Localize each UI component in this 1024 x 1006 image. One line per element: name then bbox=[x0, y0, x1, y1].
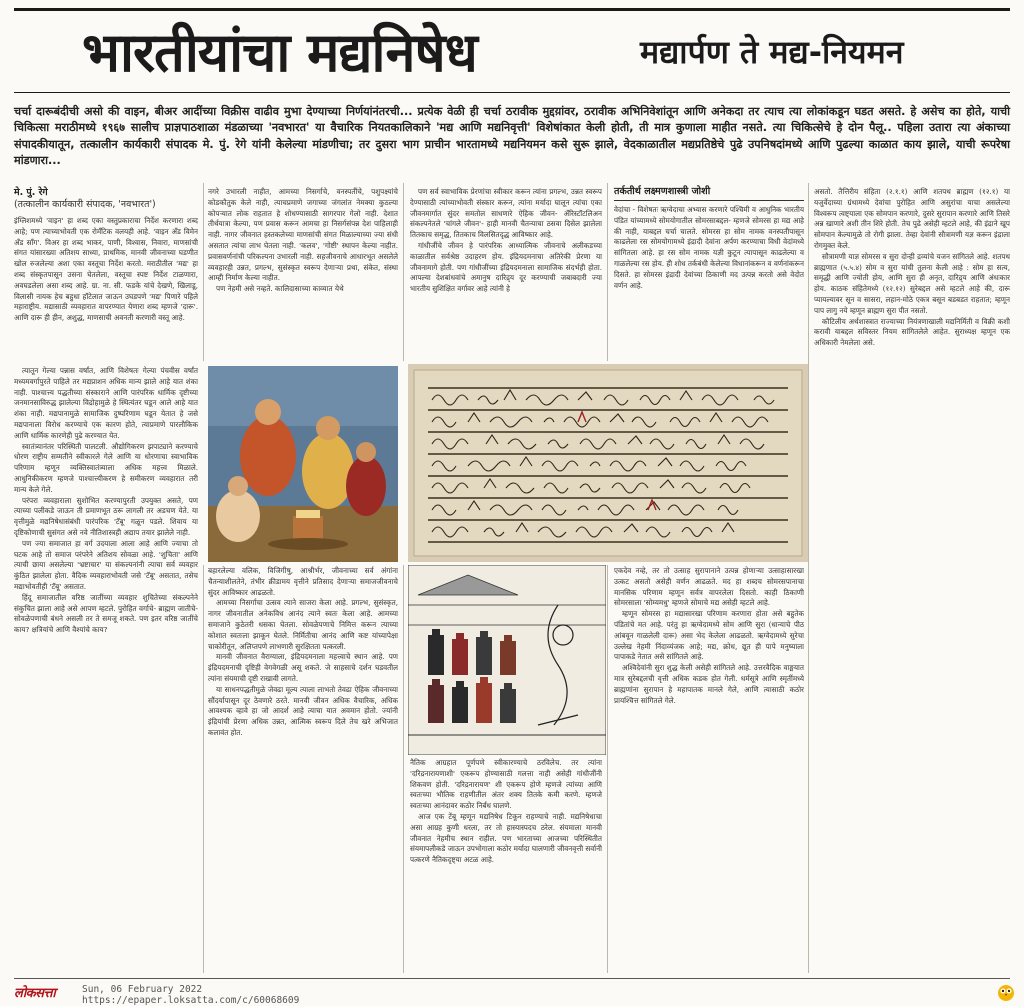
top-rule bbox=[14, 8, 1010, 11]
article-column-1-continued bbox=[14, 366, 198, 973]
paragraph: परंपरा व्यवहाराला सुशोभित करण्यापुरती उपयुक्त असते, पण त्याच्या पलीकडे जाऊन ती प्रमाणभूत ठरू लागली तर अडचण येते. या वृत्तीमुळे मद्यनिषेधासंबंधी पारंपरिक 'टॅबू' गळून पडले. शिवाय या दृष्टिकोणाची सुसंगत असे नवे नीतिशास्त्रही अद्याप तयार झालेले नाही. bbox=[14, 495, 198, 537]
byline-author-1: मे. पुं. रेगे bbox=[14, 187, 48, 198]
intro-paragraph: चर्चा दारूबंदीची असो की वाइन, बीअर आदींच्या विक्रीस वाढीव मुभा देण्याच्या निर्णयांनंतरची... प्रत्येक वेळी ही चर्चा ठरावीक मुद्दय़ांवर, ठरावीक अभिनिवेशांतून आणि अनेकदा तर त्याच त्या लोकांकडून घडत असते. हे असेच का होते, याची चिकित्सा मराठीमध्ये १९६७ सालीच प्राज्ञपाठशाळा मंडळाच्या 'नवभारत' या वैचारिक नियतकालिकाने 'मद्य आणि मद्यनिवृत्ती' विशेषांकात केली होती, ती मात्र कुणाला माहीत नसते. त्या चिकित्सेचे हे दोन पैलू.. पहिला उतारा त्या अंकाच्या संपादकीयातून, तत्कालीन कार्यकारी संपादक मे. पुं. रेगे यांनी केलेल्या मांडणीचा; तर दुसरा भाग प्राचीन भारतामध्ये मद्यनियमन कसे सुरू झाले, वेदकाळातील मद्यप्रतिष्ठेचे पुढे उपनिषदांमध्ये आणि पुढल्या काळात काय झाले, याची रूपरेषा मांडणारा... bbox=[14, 105, 1010, 167]
painting-illustration bbox=[208, 366, 398, 562]
paragraph: पण नेहमी असे नव्हते. कालिदासाच्या काव्यात येथे bbox=[216, 284, 344, 294]
subheadline: मद्यार्पण ते मद्य-नियमन bbox=[640, 33, 904, 71]
paragraph: बहारलेल्या वलिक, विजिगीषु, आश्रीर्भर, जीवनाच्या सर्व अंगांना चैतन्याशीलतेने, तंभीर क्रीडामय वृत्तीने प्रतिसाद देणाऱ्या समाजजीवनाचे सुंदर आविष्कार आढळतो. bbox=[208, 566, 398, 597]
column-separator bbox=[808, 183, 809, 973]
article-column-4-continued bbox=[614, 566, 804, 973]
article-column-5 bbox=[814, 187, 1010, 973]
headline-rule bbox=[14, 92, 1010, 93]
paragraph: एकदेव नव्हे, तर तो उत्साह सुरापानाने उत्पन्न होणाऱ्या उत्साहासारखा उत्कट असतो असेही वर्णन आढळते. मद हा शब्दच सोमरसपानाचा मानसिक परिणाम म्हणून सर्वत्र वापरलेला दिसतो. काही ठिकाणी सोमरसाला 'सोम्यमधु' म्हणजे सोमाचे मद्य असेही म्हटले आहे. bbox=[614, 566, 804, 608]
article-column-2 bbox=[208, 187, 398, 362]
article-column-1 bbox=[14, 216, 198, 362]
woodcut-illustration bbox=[408, 565, 606, 755]
paragraph: या साधनपद्धतीमुळे जेवढा मूल्य त्याला लाभतो तेवढा ऐहिक जीवनाच्या सौंदर्यापासून दूर ठेवणारे ठरते. मानवी जीवन अधिक वैचारिक, अधिक आवश्यक व्हावे हा जो आदर्श आहे त्याचा यात अवमान होतो. ज्यांनी इंद्रियांची प्रेरणा अधिक उन्नत, आत्मिक स्वरूप दिले तेच खरे अभिजात कलावंत होत. bbox=[208, 684, 398, 737]
paragraph: मानवी जीवनात वैराग्याला, इंद्रियदमनाला महत्त्वाचे स्थान आहे. पण इंद्रियदमनाची दृष्टिही वेगवेगळी असू शकते. जे साहसाचे दर्शन घडवतील त्यांना संयमाची दृष्टी राखावी लागते. bbox=[208, 652, 398, 683]
epaper-url-link[interactable]: https://epaper.loksatta.com/c/60068609 bbox=[82, 995, 300, 1006]
paragraph: असतो. तैत्तिरीय संहिता (२.१.१) आणि शतपथ ब्राह्मण (१२.१) या यजुर्वेदाच्या ग्रंथामध्ये देवांचा पुरोहित आणि असुरांचा याचा असलेल्या विश्वरूप त्वष्ट्याला एक सोमपान करणारे, दुसरे सुरापान करणारे आणि तिसरे अन्न खाणारे अशी तीन शिरे होती. तेच पुढे असेही म्हटले आहे, की इंद्राने खूप सोमपान केल्यामुळे तो रोगी झाला. तेव्हा देवांनी सौत्रामणी यज्ञ करून इंद्राला रोगमुक्त केले. bbox=[814, 187, 1010, 250]
publication-date: Sun, 06 February 2022 bbox=[82, 984, 203, 995]
byline-author-1-role: (तत्कालीन कार्यकारी संपादक, 'नवभारत') bbox=[14, 199, 156, 210]
painting-image bbox=[208, 366, 398, 562]
article-column-2-continued bbox=[208, 566, 398, 973]
paragraph: आज एक टेंबू म्हणून मद्यनिषेध टिकून राहण्याचे नाही. मद्यनिषेधाचा असा आग्रह कुणी धरला, तर तो हास्यास्पदच ठरेल. संयमाला मानवी जीवनात नेहमीच स्थान राहील. पण भारताच्या आजच्या परिस्थितीत संयमापलीकडे जाऊन उपभोगाला कठोर मर्यादा घालणारी जीवनवृत्ती सर्वानी पत्करणे नैतिकदृष्ट्या अटळ आहे. bbox=[410, 811, 602, 865]
column-separator bbox=[403, 183, 404, 361]
footer-rule bbox=[14, 978, 1010, 979]
paragraph: त्यातून गेल्या पन्नास वर्षांत, आणि विशेषतः गेल्या पंचवीस वर्षांत मध्यमवर्गापुरते पाहिले तर मद्यप्राशन अधिक मान्य झाले आहे यात शंका नाही. पाश्चात्त्य पद्धतीच्या संस्काराने आणि पारंपरिक धार्मिक दृष्टीच्या जनमानसाविरुद्ध झालेल्या विद्रोहामुळे हे स्थित्यंतर घडून आले आहे यात शंका नाही. मद्यपानामुळे सामाजिक दुष्परिणाम घडून येतात हे जसे मद्यपानाला विरोध करण्याचे एक कारण होते, त्याप्रमाणे पारलौकिक आणि धार्मिक कारणेही पुढे करण्यात येत. bbox=[14, 366, 198, 440]
manuscript-illustration bbox=[408, 364, 808, 562]
paragraph: सौत्रामणी याज्ञ सोमरस व सुरा दोन्ही द्रव्यांचे यजन सांगितले आहे. शतपथ ब्राह्मणात (५.५.४) सोम व सुरा यांची तुलना केली आहे : सोम हा सत्य, समृद्धी आणि ज्योती होय, आणि सुरा ही अनृत, दारिद्र्य आणि अंधःकार होय. काठक संहितेमध्ये (१२.१२) सुरेबद्दल असे म्हटले आहे की, दारू प्यायल्यावर सून व सासरा, लहान-मोठे एकत्र बसून बडबडत राहतात; म्हणून पाप लागु नये म्हणून ब्राह्मण सुरा पीत नसतो. bbox=[814, 251, 1010, 315]
article-column-4 bbox=[614, 205, 804, 362]
article-column-3-continued bbox=[410, 758, 602, 973]
paragraph: म्हणून सोमरस हा मद्यासारखा परिणाम करणारा होता असे बहुतेक पंडितांचे मत आहे. परंतु हा ऋग्वेदामध्ये सोम आणि सुरा (धान्याचे पीठ आंबवून गाळलेली दारू) असा भेद केलेला आढळतो. ऋग्वेदामध्ये सुरेचा उल्लेख नेहमी निंदाव्यंजक आहे; मद्य, क्रोध, द्यूत ही पापे मनुष्याला पापाकडे नेतात असे सांगितले आहे. bbox=[614, 609, 804, 662]
paragraph: हिंदू समाजातील वरिष्ठ जातींच्या व्यवहार शुचितेच्या संकल्पनेने संकुचित झाला आहे असे आपण म्हटले. पुरोहित वर्गाचे- ब्राह्मण जातीचे- सोवळेपणाची बंधने असली तर ते समजू शकते. पण इतर वरिष्ठ जातींचे काय? क्षत्रियांचे आणि वैश्यांचे काय? bbox=[14, 592, 198, 635]
column-separator bbox=[607, 565, 608, 973]
newspaper-logo[interactable]: लोकसत्ता bbox=[14, 986, 56, 1001]
paragraph: वेदांचा - विशेषतः ऋग्वेदाचा अभ्यास करणारे पश्चिमी व आधुनिक भारतीय पंडित यांच्यामध्ये सोमयोगातील सोमरसाबद्दल- म्हणजे सोमरस हा मद्य आहे की नाही, याबद्दल चर्चा चालते. सोमरस हा सोम नामक वनस्पतीपासून काढलेला रस सोमयोगामध्ये इंद्रादी देवांना अर्पण करण्याचा विधी वेदांमध्ये सांगितला आहे. हा रस सोम नामक यज्ञी कुटून त्यापासून काढलेल्या व गाळलेल्या रस होय. ही शोध तर्कबंधी केलेल्या विधानांकरून व वर्णनांकरून दिसते. हा सोमरस इंद्रादी देवांच्या ठिकाणी मद उत्पन्न करतो असे वेदोत वर्णन आहे. bbox=[614, 205, 804, 290]
paragraph: नगरे उभारली नाहीत, आमच्या निसर्गाचे, वनस्पतींचे, पशुपक्ष्यांचे कोडकौतुक केले नाही, त्याचप्रमाणे जगाच्या जंगलांत नेमक्या कुठल्या कोपऱ्यात लोक राहतात हे शोधण्यासाठी सागरपार गेलो नाही. देशात तीर्थयात्रा केल्या, पण प्रवास करून आमचा हा निसर्गसंपन्न देश पाहिलाही नाही. नागर जीवनात हस्तकलेच्या माणसांची संगत मिळाल्याच्या ज्या संधी असतात त्यांचा लाभ घेतला नाही. 'कलव', 'गोष्टी' स्थापन केल्या नाहीत. प्रवासवर्णनांची परिकल्पना उभारली नाही. सहजीवनाचे आधारभूत असलेले व्यवहारही उन्नत, प्रगल्भ, सुसंस्कृत स्वरूप देणाऱ्या प्रथा, संकेत, संस्था आम्ही निर्माण केल्या नाहीत. bbox=[208, 187, 398, 283]
paragraph: कौटिलीय अर्थशास्त्रात राज्याच्या नियंत्रणाखाली मद्यनिर्मिती व विक्री कशी करावी याबद्दल सविस्तर नियम सांगितलेले आहेत. सुराध्यक्ष म्हणून एक अधिकारी नेमलेला असे. bbox=[814, 316, 1010, 348]
headline: भारतीयांचा मद्यनिषेध bbox=[82, 21, 477, 84]
paragraph: पण सर्व स्वाभाविक प्रेरणांचा स्वीकार करून त्यांना प्रगल्भ, उन्नत स्वरूप देण्यासाठी त्यांच्याभोवती संस्कार करून, त्यांना मर्यादा घालून त्यांचा एका जीवनमार्गात सुंदर समतोल साधणारे ऐहिक जीवन- ॲरिस्टॉटलिअन संकल्पनेतले 'चांगले जीवन'- हाही मानवी चैतन्याचा ठसवा दिसेल झालेला तितकाच समृद्ध, तितकाच विलसितदृद्ध आविष्कार आहे. bbox=[410, 187, 602, 240]
column-separator bbox=[203, 183, 204, 361]
woodcut-image bbox=[408, 565, 606, 755]
paragraph: नैतिक आग्रहात पूर्णपणे स्वीकारण्याचे ठरविलेच. तर त्यांना 'दरिद्रनारायणाशी' एकरूप होण्यासाठी गलत्ता नाही असेही गांधीजींनी शिकवण होती. 'दरिद्रनारायण' शी एकरूप होणे म्हणजे त्यांच्या आणि स्वतःच्या भौतिक राहणीतील अंतर शक्य तितके कमी करणे. म्हणजे स्वतःच्या आनंदावर कठोर निर्बंध घालणे. bbox=[410, 758, 602, 811]
paragraph: आमच्या निसर्गाचा उत्सव त्याने साजरा केला आहे. प्रगल्भ, सुसंस्कृत, नागर जीवनातील अनेकविध आनंद त्याने स्वतः केला आहे. आमच्या समाजाने कुठेतरी धसका घेतला. सोवळेपणाचे निमित्त करून त्याच्या कोशात स्वतःला झाकून घेतले. निर्मितीचा आनंद आणि कष्ट यांच्यापेक्षा चाकोरीतून, अलिप्तपणे लाभणारी सुरक्षितता पत्करली. bbox=[208, 598, 398, 651]
paragraph: इंग्लिशमध्ये 'वाइन' हा शब्द एका वस्तुप्रकाराचा निर्देश करणारा शब्द आहे; पण त्याच्याभोवती एक रोमँटिक वलयही आहे. 'वाइन अँड विमेन अँड साँग'. विअर हा शब्द भाकर, पाणी, विश्वास, निवारा, माणसांची संगत यांसारख्या अतिशय साध्या, प्राथमिक, मानवी जीवनाच्या घडणीत खोल रुजलेल्या अशा एका वस्तूचा निर्देश करतो. मराठीतील 'मद्य' हा शब्द संस्कृतपासून उसना घेतलेला, वस्तूचा स्पष्ट निर्देश टाळणारा, अवघडलेला असा शब्द आहे. ग्रा. ना. सी. फडके यांचे देखणे, खिलाडू, विलासी नायक हेच बहुधा हॉटेलात जाऊन उघडपणे 'मद्य' पिणारे पहिले महाराष्ट्रीय. मद्यासाठी व्यवहारात वापरण्यात येणारा शब्द म्हणजे 'दारू'. आणि दारू ही हीन, अशुद्ध, माणसाची अवनती करणारी वस्तू आहे. bbox=[14, 216, 198, 323]
manuscript-image bbox=[408, 364, 808, 562]
column-separator bbox=[203, 565, 204, 973]
owl-mascot-icon bbox=[996, 982, 1016, 1002]
column-separator bbox=[403, 565, 404, 973]
paragraph: गांधीजींचे जीवन हे पारंपरिक आध्यात्मिक जीवनाचे अलीकडच्या काळातील सर्वश्रेष्ठ उदाहरण होय. इंद्रियदमनाचा अतिरेकी प्रेरणा या जीवनामागे होती. पण गांधीजींच्या इंद्रियदमनाला सामाजिक संदर्भही होता. आपल्या देशबांधवांचे अमानुष दारिद्र्य दूर करण्याची जबाबदारी ज्या भारतीय सुशिक्षित वर्गावर आहे त्यांनी हे bbox=[410, 240, 602, 294]
column-separator bbox=[607, 183, 608, 361]
paragraph: अश्विदेवांनी सुरा शुद्ध केली असेही सांगितले आहे. उत्तरवैदिक वाङ्मयात मात्र सुरेबद्दलची वृत्ती अधिक कडक होत गेली. धर्मसूत्रे आणि स्मृतींमध्ये ब्राह्मणांना सुरापान हे महापातक मानले गेले, आणि त्यासाठी कठोर प्रायश्चित्त सांगितले गेले. bbox=[614, 663, 804, 705]
article-column-3 bbox=[410, 187, 602, 362]
byline-author-2: तर्कतीर्थ लक्ष्मणशास्त्री जोशी bbox=[614, 185, 804, 201]
paragraph: पण ज्या समाजात हा वर्ग उदयाला आला आहे आणि ज्याचा तो घटक आहे तो समाज परंपरेने अतिशय सोवळा आहे. 'शुचिता' आणि त्याची छाया असलेल्या 'भ्रष्टाचार' या संकल्पनांनी त्याचा सर्व व्यवहार कुंठित झालेला होता. वैदिक व्यवहाराभोवती जसे 'टॅबू' असतात, तसेच मद्याभोवतीही 'टॅबू' असतात. bbox=[14, 538, 198, 591]
paragraph: स्वातंत्र्यानंतर परिस्थिती पालटली. औद्योगिकरण झपाट्याने करण्याचे धोरण राष्ट्रीय सम्मतीने स्वीकारले गेले आणि या धोरणाचा स्वाभाविक परिणाम म्हणून व्यक्तिस्वातंत्र्याला अधिक महत्त्व मिळाले. आधुनिकीकरण म्हणजे पाश्चात्त्यीकरण हे समीकरण व्यवहारात तरी मान्य केले गेले. bbox=[14, 441, 198, 494]
